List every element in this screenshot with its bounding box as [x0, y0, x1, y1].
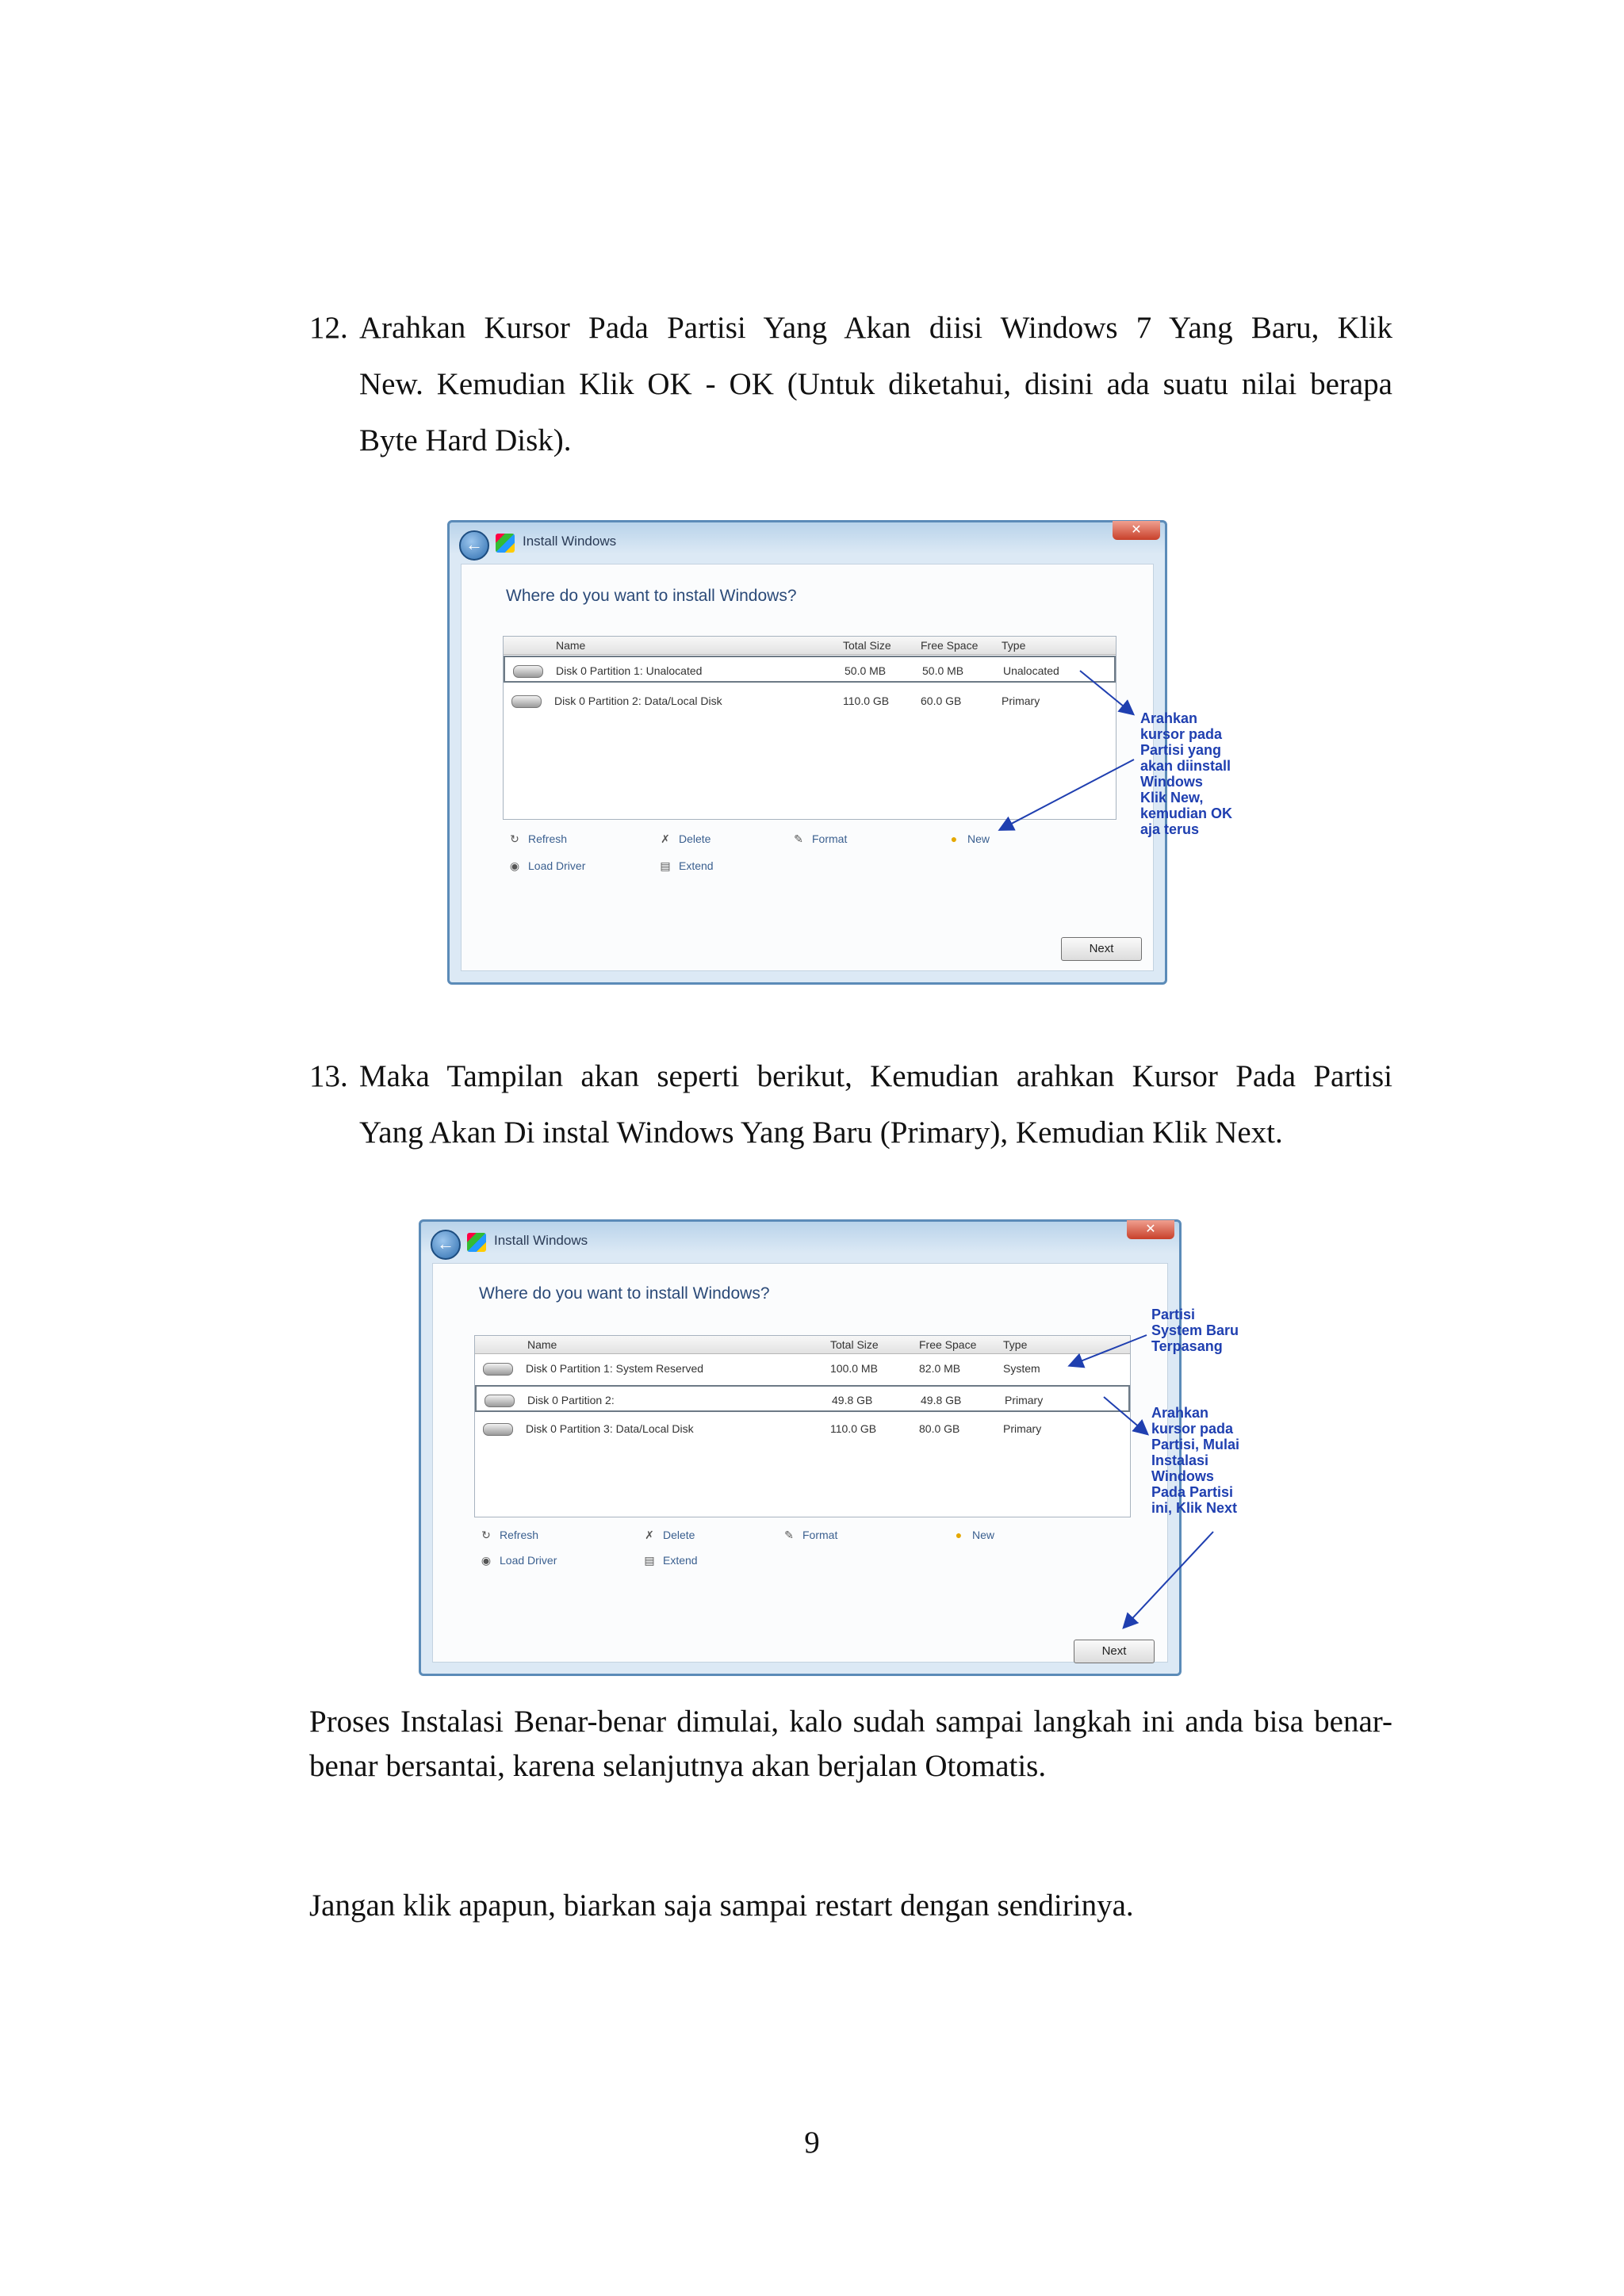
arrow-from-primary-row — [1104, 1397, 1147, 1433]
partition-type: Primary — [1002, 695, 1040, 707]
partition-total: 50.0 MB — [845, 664, 887, 677]
partition-free: 49.8 GB — [921, 1394, 962, 1406]
window-title: Install Windows — [494, 1233, 588, 1248]
step-text-line: New. Kemudian Klik OK - OK (Untuk diketahui, disini ada suatu nilai berapa — [359, 367, 1392, 401]
note-line: aja terus — [1140, 821, 1200, 837]
partition-type: System — [1003, 1362, 1040, 1375]
extend-label: Extend — [663, 1554, 698, 1567]
new-star-icon: ● — [955, 1529, 963, 1541]
close-button[interactable]: ✕ — [1113, 521, 1160, 540]
arrow-to-new — [1001, 760, 1134, 829]
extend-label: Extend — [679, 859, 714, 872]
paragraph-jangan-klik: Jangan klik apapun, biarkan saja sampai restart dengan sendirinya. — [309, 1888, 1134, 1923]
note-line: kursor pada — [1151, 1421, 1234, 1437]
step-text-line: Yang Akan Di instal Windows Yang Baru (Primary), Kemudian Klik Next. — [359, 1115, 1283, 1150]
column-header-name[interactable]: Name — [556, 639, 586, 652]
partition-total: 100.0 MB — [830, 1362, 878, 1375]
column-header-name[interactable]: Name — [527, 1338, 557, 1351]
extend-icon: ▤ — [644, 1554, 655, 1567]
note-line: Partisi, Mulai — [1151, 1437, 1240, 1452]
step-number: 13. — [309, 1059, 348, 1093]
column-header-free[interactable]: Free Space — [921, 639, 979, 652]
note-line: Arahkan — [1151, 1405, 1209, 1421]
step-text-line: Arahkan Kursor Pada Partisi Yang Akan diisi Windows 7 Yang Baru, Klik — [359, 311, 1392, 345]
next-button[interactable]: Next — [1061, 937, 1142, 961]
new-label: New — [967, 832, 990, 845]
partition-total: 110.0 GB — [843, 695, 890, 707]
note-line: akan diinstall — [1140, 758, 1231, 774]
note-line: Windows — [1151, 1468, 1214, 1484]
column-header-type[interactable]: Type — [1003, 1338, 1028, 1351]
note-line: kemudian OK — [1140, 806, 1233, 821]
note-line: Klik New, — [1140, 790, 1204, 806]
partition-total: 110.0 GB — [830, 1422, 877, 1435]
delete-icon: ✗ — [661, 832, 670, 845]
window-title: Install Windows — [523, 534, 617, 549]
note-line: Partisi — [1151, 1307, 1196, 1322]
note-line: kursor pada — [1140, 726, 1223, 742]
back-arrow-icon[interactable]: ← — [459, 530, 489, 561]
note-line: Instalasi — [1151, 1452, 1209, 1468]
refresh-icon: ↻ — [510, 832, 519, 845]
note-line: ini, Klik Next — [1151, 1500, 1238, 1516]
load-driver-label: Load Driver — [500, 1554, 557, 1567]
close-button[interactable]: ✕ — [1127, 1220, 1174, 1239]
arrow-to-system-row — [1071, 1335, 1147, 1365]
partition-free: 82.0 MB — [919, 1362, 961, 1375]
partition-name: Disk 0 Partition 1: Unalocated — [556, 664, 703, 677]
load-driver-icon: ◉ — [481, 1554, 492, 1567]
page-question: Where do you want to install Windows? — [479, 1284, 770, 1303]
page-question: Where do you want to install Windows? — [506, 587, 797, 605]
next-button[interactable]: Next — [1074, 1640, 1155, 1663]
partition-free: 80.0 GB — [919, 1422, 960, 1435]
partition-type: Unalocated — [1003, 664, 1059, 677]
note-line: Arahkan — [1140, 710, 1198, 726]
paragraph-proses: Proses Instalasi Benar-benar dimulai, kalo sudah sampai langkah ini anda bisa benar-benar bersantai, karena selanjutnya akan berjalan Otomatis. — [309, 1705, 1392, 1783]
back-arrow-icon[interactable]: ← — [431, 1230, 461, 1260]
extend-icon: ▤ — [660, 859, 671, 872]
step-number: 12. — [309, 311, 348, 345]
delete-icon: ✗ — [645, 1529, 654, 1541]
note-line: Pada Partisi — [1151, 1484, 1234, 1500]
partition-name: Disk 0 Partition 1: System Reserved — [526, 1362, 704, 1375]
step-text-line: Maka Tampilan akan seperti berikut, Kemudian arahkan Kursor Pada Partisi — [359, 1059, 1392, 1093]
partition-type: Primary — [1003, 1422, 1042, 1435]
note-line: System Baru — [1151, 1322, 1239, 1338]
note-line: Windows — [1140, 774, 1203, 790]
column-header-total[interactable]: Total Size — [843, 639, 891, 652]
new-star-icon: ● — [950, 832, 958, 845]
refresh-icon: ↻ — [481, 1529, 491, 1541]
format-label: Format — [812, 832, 848, 845]
partition-free: 50.0 MB — [922, 664, 964, 677]
arrow-to-next — [1124, 1532, 1213, 1627]
load-driver-icon: ◉ — [509, 859, 520, 872]
column-header-total[interactable]: Total Size — [830, 1338, 879, 1351]
partition-total: 49.8 GB — [832, 1394, 873, 1406]
column-header-free[interactable]: Free Space — [919, 1338, 977, 1351]
note-line: Terpasang — [1151, 1338, 1223, 1354]
refresh-label: Refresh — [500, 1529, 539, 1541]
arrow-to-row — [1080, 671, 1132, 714]
new-label: New — [972, 1529, 995, 1541]
partition-free: 60.0 GB — [921, 695, 962, 707]
partition-type: Primary — [1005, 1394, 1044, 1406]
delete-label: Delete — [663, 1529, 695, 1541]
page-number: 9 — [804, 2126, 820, 2160]
partition-name: Disk 0 Partition 2: Data/Local Disk — [554, 695, 722, 707]
load-driver-label: Load Driver — [528, 859, 586, 872]
refresh-label: Refresh — [528, 832, 568, 845]
format-label: Format — [802, 1529, 838, 1541]
column-header-type[interactable]: Type — [1002, 639, 1026, 652]
delete-label: Delete — [679, 832, 711, 845]
partition-name: Disk 0 Partition 3: Data/Local Disk — [526, 1422, 694, 1435]
step-text-line: Byte Hard Disk). — [359, 423, 572, 457]
note-line: Partisi yang — [1140, 742, 1222, 758]
format-icon: ✎ — [794, 832, 803, 845]
partition-name: Disk 0 Partition 2: — [527, 1394, 615, 1406]
format-icon: ✎ — [784, 1529, 794, 1541]
